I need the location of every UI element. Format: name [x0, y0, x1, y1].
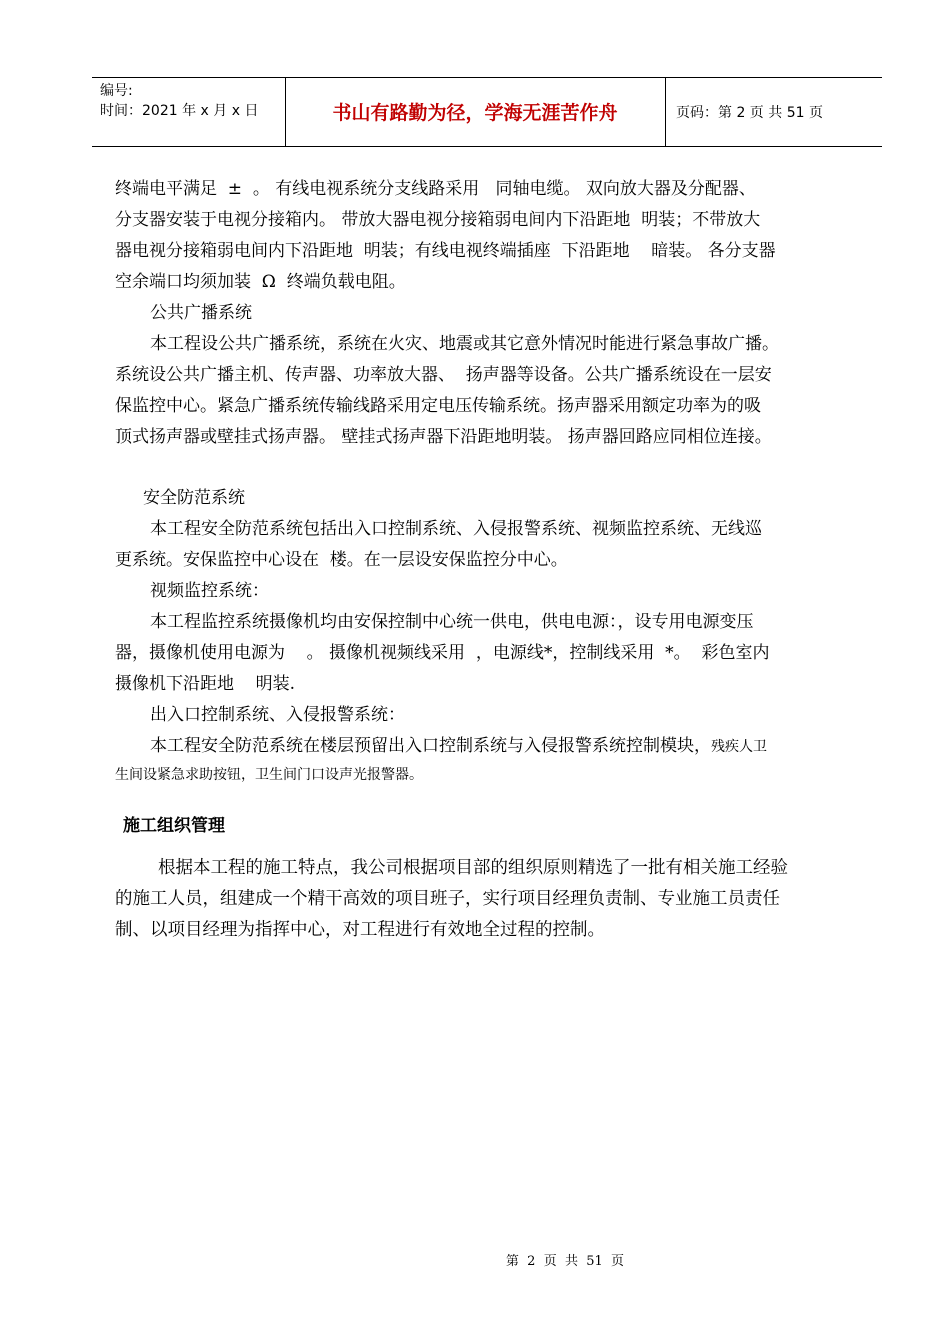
body-line: 根据本工程的施工特点，我公司根据项目部的组织原则精选了一批有相关施工经验 [158, 858, 788, 878]
section-heading: 安全防范系统 [143, 488, 245, 508]
body-line: 分支器安装于电视分接箱内。 带放大器电视分接箱弱电间内下沿距地 明装；不带放大 [115, 210, 761, 230]
body-line: 保监控中心。紧急广播系统传输线路采用定电压传输系统。扬声器采用额定功率为的吸 [115, 396, 761, 416]
body-line: 器电视分接箱弱电间内下沿距地 明装；有线电视终端插座 下沿距地 暗装。 各分支器 [115, 241, 776, 261]
body-line: 本工程设公共广播系统，系统在火灾、地震或其它意外情况时能进行紧急事故广播。 [150, 334, 779, 354]
body-line: 终端电平满足 ± 。 有线电视系统分支线路采用 同轴电缆。 双向放大器及分配器、 [115, 179, 756, 199]
header-page-number: 页码：第 2 页 共 51 页 [676, 105, 823, 121]
body-line: 器，摄像机使用电源为 。 摄像机视频线采用 ，电源线*，控制线采用 *。 彩色室内 [115, 643, 770, 663]
section-heading: 出入口控制系统、入侵报警系统： [150, 705, 405, 725]
body-line: 更系统。安保监控中心设在 楼。在一层设安保监控分中心。 [115, 550, 568, 570]
page-footer: 第 2 页 共 51 页 [505, 1254, 625, 1269]
body-line: 摄像机下沿距地 明装. [115, 674, 296, 694]
page-header [92, 77, 882, 147]
header-divider [665, 78, 666, 146]
document-number-label: 编号: [100, 83, 133, 99]
body-line: 顶式扬声器或壁挂式扬声器。 壁挂式扬声器下沿距地明装。 扬声器回路应同相位连接。 [115, 427, 772, 447]
body-text-small: 残疾人卫 [711, 739, 767, 755]
body-line: 生间设紧急求助按钮，卫生间门口设声光报警器。 [115, 767, 423, 783]
section-heading: 公共广播系统 [150, 303, 252, 323]
body-text: 本工程安全防范系统在楼层预留出入口控制系统与入侵报警系统控制模块， [150, 736, 711, 756]
body-line: 的施工人员，组建成一个精干高效的项目班子，实行项目经理负责制、专业施工员责任 [115, 889, 780, 909]
body-line: 空余端口均须加装 Ω 终端负载电阻。 [115, 272, 406, 292]
body-line: 本工程安全防范系统包括出入口控制系统、入侵报警系统、视频监控系统、无线巡 [150, 519, 762, 539]
section-heading: 视频监控系统： [150, 581, 269, 601]
body-line [150, 735, 767, 758]
header-motto: 书山有路勤为径，学海无涯苦作舟 [332, 102, 618, 124]
body-line: 制、以项目经理为指挥中心，对工程进行有效地全过程的控制。 [115, 920, 605, 940]
body-line: 系统设公共广播主机、传声器、功率放大器、 扬声器等设备。公共广播系统设在一层安 [115, 365, 772, 385]
document-date: 时间：2021 年 x 月 x 日 [100, 103, 259, 119]
section-heading-bold: 施工组织管理 [123, 816, 225, 836]
body-line: 本工程监控系统摄像机均由安保控制中心统一供电，供电电源：，设专用电源变压 [150, 612, 754, 632]
